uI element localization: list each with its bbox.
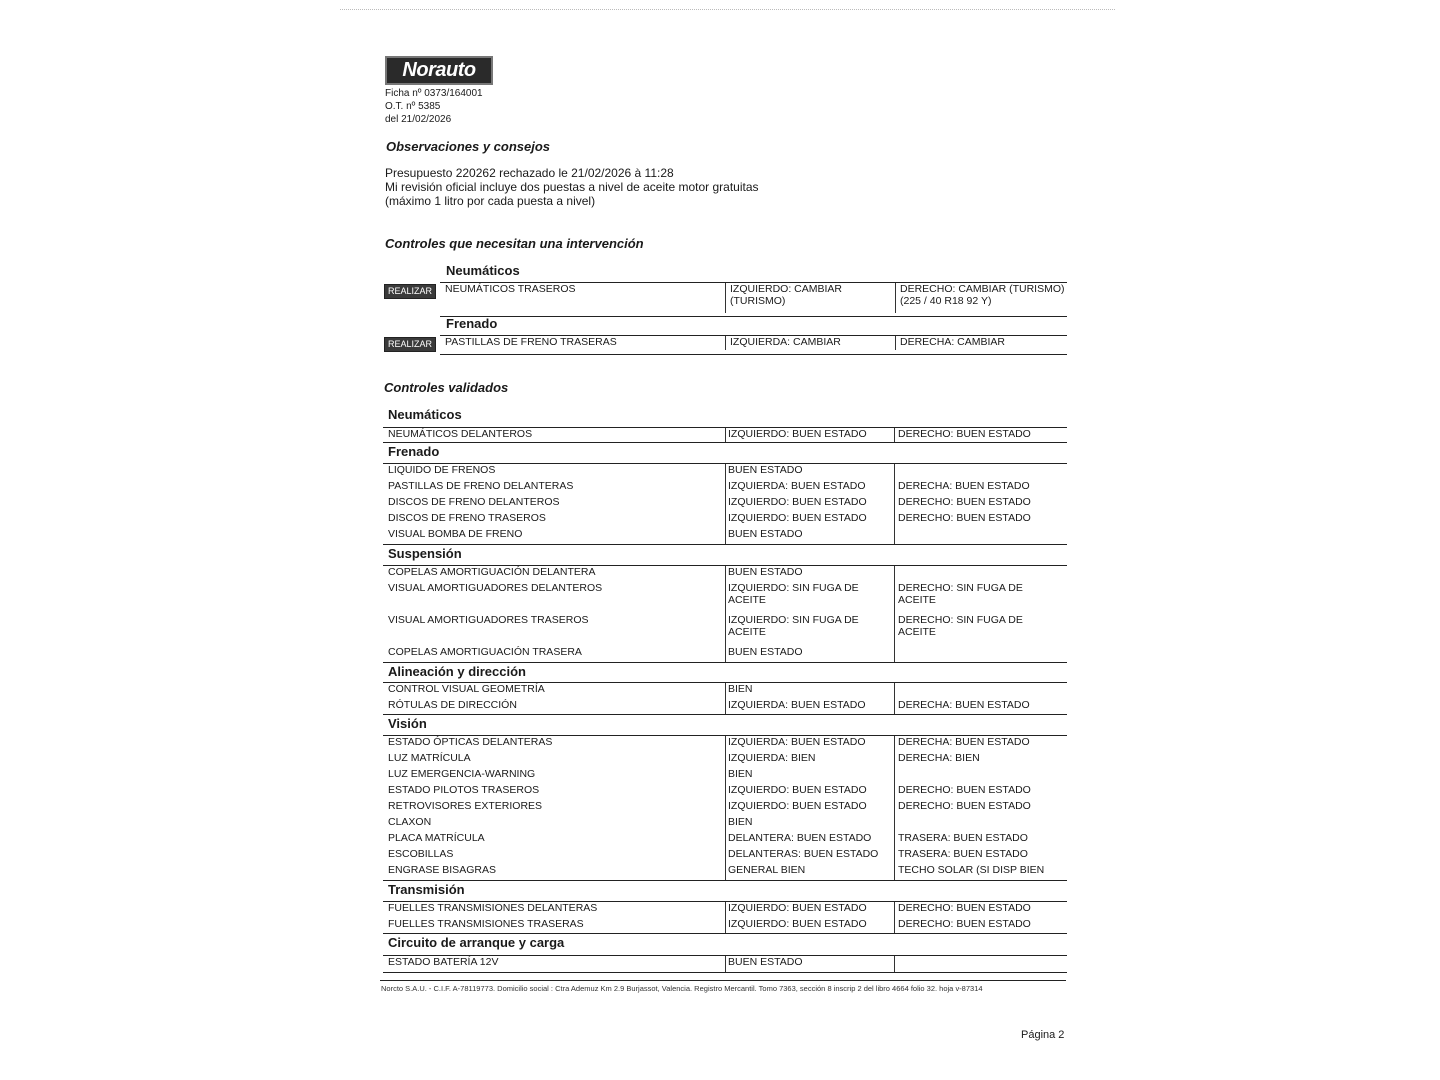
right-status: DERECHA: CAMBIAR bbox=[900, 336, 1006, 348]
left-status: IZQUIERDA: BUEN ESTADO bbox=[728, 480, 866, 492]
left-status: IZQUIERDO: BUEN ESTADO bbox=[728, 784, 867, 796]
row-divider bbox=[383, 662, 1067, 663]
realizar-badge: REALIZAR bbox=[384, 284, 436, 299]
observaciones-line: Presupuesto 220262 rechazado le 21/02/2026 à 11:28 bbox=[385, 166, 674, 180]
left-status: BIEN bbox=[728, 816, 753, 828]
item-name: CONTROL VISUAL GEOMETRÍA bbox=[388, 683, 545, 695]
row-divider bbox=[383, 972, 1067, 973]
item-name: LUZ EMERGENCIA-WARNING bbox=[388, 768, 536, 780]
intervencion-title: Controles que necesitan una intervención bbox=[385, 236, 644, 251]
observaciones-text bbox=[385, 166, 759, 208]
right-status: DERECHO: BUEN ESTADO bbox=[898, 918, 1031, 930]
right-status: DERECHO: BUEN ESTADO bbox=[898, 512, 1031, 524]
column-separator bbox=[894, 736, 895, 880]
row-divider bbox=[383, 442, 1067, 443]
right-status: DERECHO: BUEN ESTADO bbox=[898, 784, 1031, 796]
legal-footer: Norcto S.A.U. - C.I.F. A-78119773. Domicilio social : Ctra Ademuz Km 2.9 Burjassot, Valencia. Registro Mercantil. Tomo 7363, sección 8 inscrip 2 del libro 4664 folio 32. hoja v-87314 bbox=[381, 984, 983, 993]
page-number: Página 2 bbox=[1021, 1029, 1065, 1041]
norauto-logo: Norauto bbox=[385, 56, 493, 85]
item-name: DISCOS DE FRENO DELANTEROS bbox=[388, 496, 560, 508]
column-separator bbox=[725, 428, 726, 442]
left-status: IZQUIERDA: BIEN bbox=[728, 752, 816, 764]
document-date: del 21/02/2026 bbox=[385, 114, 452, 125]
right-status: TRASERA: BUEN ESTADO bbox=[898, 832, 1028, 844]
right-status: DERECHA: BUEN ESTADO bbox=[898, 480, 1030, 492]
left-status: IZQUIERDO: CAMBIAR (TURISMO) bbox=[730, 283, 843, 307]
footer-divider bbox=[380, 980, 1066, 981]
column-separator bbox=[725, 566, 726, 662]
item-name: PASTILLAS DE FRENO DELANTERAS bbox=[388, 480, 574, 492]
group-heading: Suspensión bbox=[388, 546, 462, 561]
group-heading: Circuito de arranque y carga bbox=[388, 935, 565, 950]
group-heading: Alineación y dirección bbox=[388, 664, 526, 679]
item-name: VISUAL AMORTIGUADORES DELANTEROS bbox=[388, 582, 603, 594]
observaciones-line: (máximo 1 litro por cada puesta a nivel) bbox=[385, 194, 596, 208]
right-status: DERECHA: BUEN ESTADO bbox=[898, 699, 1030, 711]
left-status: DELANTERA: BUEN ESTADO bbox=[728, 832, 872, 844]
column-separator bbox=[725, 736, 726, 880]
document-meta bbox=[385, 87, 483, 126]
row-divider bbox=[383, 933, 1067, 934]
column-separator bbox=[894, 683, 895, 714]
left-status: BUEN ESTADO bbox=[728, 566, 803, 578]
item-name: ESCOBILLAS bbox=[388, 848, 454, 860]
left-status: BIEN bbox=[728, 683, 753, 695]
group-heading: Visión bbox=[388, 716, 427, 731]
column-separator bbox=[725, 902, 726, 933]
left-status: BUEN ESTADO bbox=[728, 528, 803, 540]
left-status: IZQUIERDO: BUEN ESTADO bbox=[728, 496, 867, 508]
item-name: LIQUIDO DE FRENOS bbox=[388, 464, 496, 476]
row-divider bbox=[440, 354, 1067, 355]
left-status: BUEN ESTADO bbox=[728, 956, 803, 968]
observaciones-line: Mi revisión oficial incluye dos puestas a nivel de aceite motor gratuitas bbox=[385, 180, 759, 194]
column-separator bbox=[894, 902, 895, 933]
left-status: BUEN ESTADO bbox=[728, 646, 803, 658]
item-name: ENGRASE BISAGRAS bbox=[388, 864, 496, 876]
right-status: DERECHA: BUEN ESTADO bbox=[898, 736, 1030, 748]
item-name: ESTADO PILOTOS TRASEROS bbox=[388, 784, 540, 796]
group-heading: Neumáticos bbox=[446, 263, 520, 278]
row-divider bbox=[440, 316, 1067, 317]
right-status: DERECHO: BUEN ESTADO bbox=[898, 800, 1031, 812]
scan-top-border bbox=[340, 9, 1115, 10]
left-status: IZQUIERDO: BUEN ESTADO bbox=[728, 428, 867, 440]
validados-title: Controles validados bbox=[384, 380, 509, 395]
column-separator bbox=[894, 464, 895, 544]
left-status: IZQUIERDO: BUEN ESTADO bbox=[728, 902, 867, 914]
group-heading: Frenado bbox=[388, 444, 440, 459]
item-name: DISCOS DE FRENO TRASEROS bbox=[388, 512, 546, 524]
item-name: RETROVISORES EXTERIORES bbox=[388, 800, 543, 812]
column-separator bbox=[725, 336, 726, 350]
column-separator bbox=[725, 283, 726, 313]
observaciones-title: Observaciones y consejos bbox=[386, 139, 551, 154]
group-heading: Frenado bbox=[446, 316, 498, 331]
right-status: DERECHA: BIEN bbox=[898, 752, 980, 764]
ot-number: O.T. nº 5385 bbox=[385, 101, 441, 112]
right-status: DERECHO: CAMBIAR (TURISMO) (225 / 40 R18 92 Y) bbox=[900, 283, 1065, 307]
column-separator bbox=[725, 956, 726, 972]
left-status: IZQUIERDO: BUEN ESTADO bbox=[728, 800, 867, 812]
left-status: DELANTERAS: BUEN ESTADO bbox=[728, 848, 879, 860]
item-name: FUELLES TRANSMISIONES TRASERAS bbox=[388, 918, 584, 930]
realizar-badge: REALIZAR bbox=[384, 337, 436, 352]
column-separator bbox=[725, 683, 726, 714]
left-status: IZQUIERDA: CAMBIAR bbox=[730, 336, 841, 348]
item-name: LUZ MATRÍCULA bbox=[388, 752, 471, 764]
left-status: BUEN ESTADO bbox=[728, 464, 803, 476]
item-name: PLACA MATRÍCULA bbox=[388, 832, 485, 844]
right-status: TRASERA: BUEN ESTADO bbox=[898, 848, 1028, 860]
column-separator bbox=[894, 566, 895, 662]
item-name: VISUAL BOMBA DE FRENO bbox=[388, 528, 523, 540]
ficha-number: Ficha nº 0373/164001 bbox=[385, 88, 483, 99]
row-divider bbox=[383, 880, 1067, 881]
column-separator bbox=[895, 283, 896, 313]
item-name: VISUAL AMORTIGUADORES TRASEROS bbox=[388, 614, 589, 626]
item-name: CLAXON bbox=[388, 816, 432, 828]
item-name: ESTADO BATERÍA 12V bbox=[388, 956, 499, 968]
column-separator bbox=[895, 336, 896, 350]
item-name: NEUMÁTICOS TRASEROS bbox=[445, 283, 576, 295]
item-name: COPELAS AMORTIGUACIÓN TRASERA bbox=[388, 646, 582, 658]
left-status: IZQUIERDA: BUEN ESTADO bbox=[728, 736, 866, 748]
item-name: RÓTULAS DE DIRECCIÓN bbox=[388, 699, 517, 711]
row-divider bbox=[383, 714, 1067, 715]
group-heading: Neumáticos bbox=[388, 407, 462, 422]
left-status: IZQUIERDA: BUEN ESTADO bbox=[728, 699, 866, 711]
left-status: IZQUIERDO: BUEN ESTADO bbox=[728, 512, 867, 524]
column-separator bbox=[725, 464, 726, 544]
left-status: BIEN bbox=[728, 768, 753, 780]
item-name: FUELLES TRANSMISIONES DELANTERAS bbox=[388, 902, 598, 914]
left-status: IZQUIERDO: BUEN ESTADO bbox=[728, 918, 867, 930]
row-divider bbox=[383, 544, 1067, 545]
right-status: TECHO SOLAR (SI DISP BIEN bbox=[898, 864, 1045, 876]
left-status: GENERAL BIEN bbox=[728, 864, 806, 876]
right-status: DERECHO: SIN FUGA DE ACEITE bbox=[898, 582, 1023, 606]
item-name: PASTILLAS DE FRENO TRASERAS bbox=[445, 336, 617, 348]
item-name: ESTADO ÓPTICAS DELANTERAS bbox=[388, 736, 553, 748]
group-heading: Transmisión bbox=[388, 882, 465, 897]
item-name: NEUMÁTICOS DELANTEROS bbox=[388, 428, 533, 440]
left-status: IZQUIERDO: SIN FUGA DE ACEITE bbox=[728, 614, 859, 638]
column-separator bbox=[894, 956, 895, 972]
right-status: DERECHO: BUEN ESTADO bbox=[898, 902, 1031, 914]
column-separator bbox=[894, 428, 895, 442]
left-status: IZQUIERDO: SIN FUGA DE ACEITE bbox=[728, 582, 859, 606]
right-status: DERECHO: BUEN ESTADO bbox=[898, 428, 1031, 440]
right-status: DERECHO: SIN FUGA DE ACEITE bbox=[898, 614, 1023, 638]
right-status: DERECHO: BUEN ESTADO bbox=[898, 496, 1031, 508]
item-name: COPELAS AMORTIGUACIÓN DELANTERA bbox=[388, 566, 596, 578]
